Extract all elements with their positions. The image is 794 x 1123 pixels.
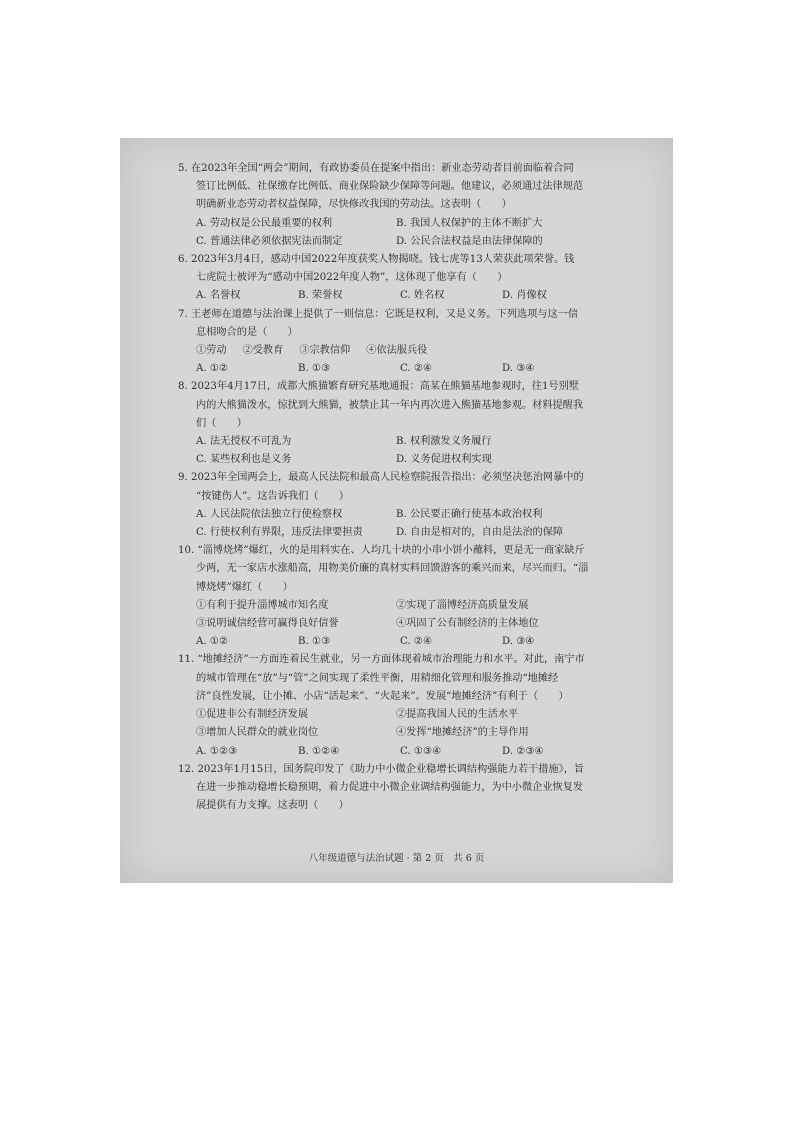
- question-11-stem-1: 11. “地摊经济”一方面连着民生就业，另一方面体现着城市治理能力和水平。对此，南宁市: [178, 654, 585, 666]
- option-b: B. 权利激发义务履行: [396, 436, 492, 448]
- question-11-items-row-2: [178, 724, 652, 742]
- question-10-stem-1: 10. “淄博烧烤”爆红，火的是用料实在、人均几十块的小串小饼小蘸料，更是无一商家缺斤: [178, 545, 585, 557]
- question-5-stem-2: 签订比例低、社保缴存比例低、商业保险缺少保障等问题。他建议，必须通过法律规范: [196, 181, 584, 193]
- question-7: [178, 306, 652, 379]
- question-5-options-row-2: [178, 233, 652, 251]
- exam-paper: [120, 138, 673, 883]
- option-a: A. ①②: [196, 363, 229, 375]
- question-10-stem-3: 博烧烤”爆红（ ）: [196, 581, 293, 593]
- option-d: D. 肖像权: [502, 290, 547, 302]
- item-1: ①促进非公有制经济发展: [196, 709, 309, 721]
- question-5-options-row-1: [178, 215, 652, 233]
- option-b: B. ①③: [298, 636, 331, 648]
- option-a: A. 劳动权是公民最重要的权利: [196, 217, 333, 229]
- option-d: D. ②③④: [502, 745, 544, 757]
- question-6-stem-1: 6. 2023年3月4日，感动中国2022年度获奖人物揭晓。钱七虎等13人荣获此项荣誉。钱: [178, 254, 575, 266]
- page-footer: 八年级道德与法治试题 · 第 2 页 共 6 页: [308, 853, 485, 864]
- question-9: [178, 469, 652, 542]
- item-1: ①劳动: [196, 345, 227, 357]
- question-11-options: [178, 743, 652, 761]
- question-7-options: [178, 360, 652, 378]
- option-b: B. 荣誉权: [298, 290, 343, 302]
- option-b: B. ①③: [298, 363, 331, 375]
- question-10-stem-2: 少两，无一家店水涨船高，用物美价廉的真材实料回馈游客的乘兴而来，尽兴而归。“淄: [196, 563, 589, 575]
- option-c: C. ①③④: [400, 745, 442, 757]
- question-9-stem-1: 9. 2023年全国两会上，最高人民法院和最高人民检察院报告指出：必须坚决惩治网暴中的: [178, 472, 584, 484]
- question-7-items: [178, 342, 652, 360]
- question-5: [178, 160, 652, 251]
- question-6-options: [178, 287, 652, 305]
- question-list: [178, 160, 652, 815]
- question-8-stem-3: 们（ ）: [196, 417, 247, 429]
- question-6-stem-2: 七虎院士被评为“感动中国2022年度人物”，这体现了他享有（ ）: [196, 272, 508, 284]
- question-8-options-row-2: [178, 451, 652, 469]
- item-2: ②提高我国人民的生活水平: [396, 709, 519, 721]
- option-c: C. 行使权利有界限，违反法律要担责: [196, 527, 363, 539]
- question-10: [178, 542, 652, 651]
- option-c: C. 姓名权: [400, 290, 445, 302]
- item-4: ④依法服兵役: [366, 345, 428, 357]
- option-d: D. 自由是相对的，自由是法治的保障: [396, 527, 564, 539]
- question-5-stem-3: 明确新业态劳动者权益保障，尽快修改我国的劳动法。这表明（ ）: [196, 199, 512, 211]
- option-c: C. ②④: [400, 636, 433, 648]
- option-c: C. ②④: [400, 363, 433, 375]
- item-2: ②实现了淄博经济高质量发展: [396, 599, 529, 611]
- question-12-stem-2: 在进一步推动稳增长稳预期，着力促进中小微企业调结构强能力，为中小微企业恢复发: [196, 781, 584, 793]
- option-a: A. 名誉权: [196, 290, 241, 302]
- option-d: D. ③④: [502, 636, 535, 648]
- item-1: ①有利于提升淄博城市知名度: [196, 599, 329, 611]
- item-3: ③宗教信仰: [299, 345, 351, 357]
- option-b: B. ①②④: [298, 745, 340, 757]
- question-12-stem-3: 展提供有力支撑。这表明（ ）: [196, 800, 349, 812]
- question-8: [178, 378, 652, 469]
- question-10-options: [178, 633, 652, 651]
- option-d: D. 义务促进权利实现: [396, 454, 492, 466]
- question-11-items-row-1: [178, 706, 652, 724]
- question-10-items-row-1: [178, 597, 652, 615]
- item-3: ③说明诚信经营可赢得良好信誉: [196, 618, 339, 630]
- question-12: [178, 761, 652, 816]
- question-8-stem-2: 内的大熊猫泼水，惊扰到大熊猫，被禁止其一年内再次进入熊猫基地参观。材料提醒我: [196, 399, 584, 411]
- option-a: A. 人民法院依法独立行使检察权: [196, 508, 343, 520]
- question-9-options-row-2: [178, 524, 652, 542]
- option-c: C. 普通法律必须依据宪法而制定: [196, 235, 343, 247]
- question-7-stem-2: 息相吻合的是（ ）: [196, 326, 298, 338]
- option-b: B. 我国人权保护的主体不断扩大: [396, 217, 543, 229]
- option-c: C. 某些权利也是义务: [196, 454, 292, 466]
- option-a: A. ①②③: [196, 745, 238, 757]
- item-4: ④发挥“地摊经济”的主导作用: [396, 727, 529, 739]
- option-a: A. 法无授权不可乱为: [196, 436, 292, 448]
- question-10-items-row-2: [178, 615, 652, 633]
- option-a: A. ①②: [196, 636, 229, 648]
- item-2: ②受教育: [242, 345, 284, 357]
- question-6: [178, 251, 652, 306]
- item-4: ④巩固了公有制经济的主体地位: [396, 618, 539, 630]
- question-8-options-row-1: [178, 433, 652, 451]
- question-5-stem-1: 5. 在2023年全国“两会”期间，有政协委员在提案中指出：新业态劳动者目前面临着合同: [178, 163, 574, 174]
- option-b: B. 公民要正确行使基本政治权利: [396, 508, 543, 520]
- question-12-stem-1: 12. 2023年1月15日，国务院印发了《助力中小微企业稳增长调结构强能力若干措施》，旨: [178, 763, 585, 775]
- question-11-stem-3: 济”良性发展，让小摊、小店“活起来”、“火起来”。发展“地摊经济”有利于（ ）: [196, 690, 569, 702]
- question-11: [178, 651, 652, 760]
- question-11-stem-2: 的城市管理在“放”与“管”之间实现了柔性平衡，用精细化管理和服务推动“地摊经: [196, 672, 559, 684]
- item-3: ③增加人民群众的就业岗位: [196, 727, 319, 739]
- question-7-stem-1: 7. 王老师在道德与法治课上提供了一则信息：它既是权利，又是义务。下列选项与这一信: [178, 308, 579, 320]
- question-9-options-row-1: [178, 506, 652, 524]
- question-9-stem-2: “按键伤人”。这告诉我们（ ）: [196, 490, 350, 502]
- question-8-stem-1: 8. 2023年4月17日，成都大熊猫繁育研究基地通报：高某在熊猫基地参观时，往1号别墅: [178, 381, 579, 393]
- option-d: D. 公民合法权益是由法律保障的: [396, 235, 543, 247]
- option-d: D. ③④: [502, 363, 535, 375]
